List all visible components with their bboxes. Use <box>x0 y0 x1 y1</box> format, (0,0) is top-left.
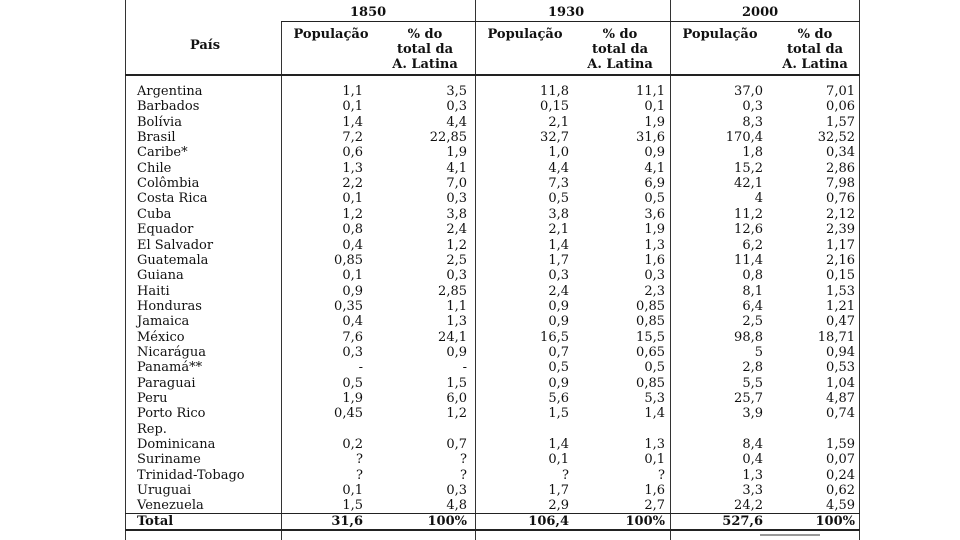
country-name: Colômbia <box>137 176 200 192</box>
table-cell-s2000: 2,39 <box>826 222 855 238</box>
table-cell-s1850: 1,2 <box>446 406 467 422</box>
table-cell-p2000: 11,2 <box>734 206 763 222</box>
country-name: Trinidad-Tobago <box>137 467 245 483</box>
table-cell-s1850: 2,85 <box>438 283 467 299</box>
table-cell-p2000: 25,7 <box>734 391 763 406</box>
table-cell-s1930: 1,6 <box>644 483 665 499</box>
table-cell-p2000: 4 <box>754 191 763 207</box>
table-cell-p1850: 0,1 <box>342 483 363 499</box>
table-cell-p2000: 42,1 <box>734 176 763 192</box>
country-name: Chile <box>137 160 172 176</box>
table-cell-p2000: 24,2 <box>734 498 763 514</box>
table-cell-p1930: 1,4 <box>548 237 569 253</box>
country-name: Cuba <box>137 206 172 222</box>
table-cell-p1930: 0,9 <box>548 314 569 330</box>
table-cell-p1850: 2,2 <box>342 176 363 192</box>
table-cell-p1850: ? <box>356 467 363 483</box>
country-name: Guiana <box>137 268 184 284</box>
table-cell-p2000: 1,8 <box>742 145 763 161</box>
table-cell-s1930: 11,1 <box>636 84 665 99</box>
table-cell-p1850: 0,6 <box>342 145 363 161</box>
table-cell-s2000: 7,98 <box>826 176 855 192</box>
total-label: Total <box>137 514 174 529</box>
country-name: Nicarágua <box>137 344 206 360</box>
table-cell-s1930: 0,3 <box>644 268 665 284</box>
table-cell-p2000: 170,4 <box>725 130 763 146</box>
table-cell-s2000: 0,15 <box>826 268 855 284</box>
table-cell-p2000: 2,8 <box>742 360 763 376</box>
table-cell-s1930: 1,9 <box>644 222 665 238</box>
table-cell-p2000: 12,6 <box>734 222 763 238</box>
country-name: Suriname <box>137 452 201 468</box>
table-cell-s2000: 1,59 <box>826 437 855 453</box>
header-pct-1930 <box>575 27 665 72</box>
table-cell-s1850: 0,9 <box>446 344 467 360</box>
table-cell-p1930: 32,7 <box>540 130 569 146</box>
table-cell-s2000: 4,59 <box>826 498 855 514</box>
pct-line-1: % do <box>602 27 638 42</box>
table-cell-p2000: 15,2 <box>734 160 763 176</box>
table-cell-s1850: 2,4 <box>446 222 467 238</box>
table-cell-s1850: ? <box>460 467 467 483</box>
table-cell-p1850: 0,1 <box>342 191 363 207</box>
table-cell-s2000: 1,04 <box>826 375 855 391</box>
country-name: Paraguai <box>137 375 196 391</box>
table-cell-s2000: 2,16 <box>826 252 855 268</box>
table-cell-p2000: 98,8 <box>734 329 763 345</box>
country-name: Panamá** <box>137 360 203 376</box>
table-cell-p1930: 1,0 <box>548 145 569 161</box>
table-cell-s1930: 6,9 <box>644 176 665 192</box>
total-cell-p1850: 31,6 <box>331 514 363 529</box>
country-name: Venezuela <box>137 498 204 514</box>
table-cell-s2000: 1,57 <box>826 114 855 130</box>
table-cell-s1930: 31,6 <box>636 130 665 146</box>
table-cell-p1930: ? <box>562 467 569 483</box>
country-name: Rep. <box>137 421 167 437</box>
table-cell-s1850: 0,3 <box>446 191 467 207</box>
table-cell-p1850: 0,9 <box>342 283 363 299</box>
table-cell-p1850: 0,4 <box>342 314 363 330</box>
table-cell-s2000: 0,34 <box>826 145 855 161</box>
table-cell-s2000: 0,76 <box>826 191 855 207</box>
table-cell-s1930: 5,3 <box>644 391 665 406</box>
table-cell-p1930: 1,5 <box>548 406 569 422</box>
table-cell-s1850: 3,5 <box>446 84 467 99</box>
table-cell-s1930: 1,6 <box>644 252 665 268</box>
table-cell-s2000: 32,52 <box>817 130 855 146</box>
table-cell-p2000: 5,5 <box>742 375 763 391</box>
table-cell-p2000: 0,4 <box>742 452 763 468</box>
scanned-table-page <box>125 0 860 540</box>
pct-line-2: total da <box>786 42 844 57</box>
table-cell-p1930: 2,9 <box>548 498 569 514</box>
table-cell-p1930: 1,4 <box>548 437 569 453</box>
table-cell-s1850: 24,1 <box>438 329 467 345</box>
table-cell-s1850: ? <box>460 452 467 468</box>
table-cell-p1850: 0,85 <box>334 252 363 268</box>
table-cell-s1930: 0,85 <box>636 375 665 391</box>
country-name: Equador <box>137 222 194 238</box>
pct-line-3: A. Latina <box>392 57 458 72</box>
year-underline <box>281 21 860 22</box>
table-cell-p1850: 7,2 <box>342 130 363 146</box>
pct-line-2: total da <box>591 42 649 57</box>
table-cell-s1930: 0,9 <box>644 145 665 161</box>
table-cell-p2000: 3,9 <box>742 406 763 422</box>
table-cell-p1930: 0,1 <box>548 452 569 468</box>
country-name: Guatemala <box>137 252 209 268</box>
table-cell-s1850: 7,0 <box>446 176 467 192</box>
table-cell-s1930: 0,5 <box>644 360 665 376</box>
table-cell-s1850: 2,5 <box>446 252 467 268</box>
table-cell-p1850: 0,45 <box>334 406 363 422</box>
table-cell-p1930: 11,8 <box>540 84 569 99</box>
country-name: Jamaica <box>137 314 190 330</box>
table-cell-s1930: 0,5 <box>644 191 665 207</box>
table-cell-s1930: 4,1 <box>644 160 665 176</box>
table-cell-p2000: 1,3 <box>742 467 763 483</box>
table-cell-s1850: 1,2 <box>446 237 467 253</box>
table-cell-s2000: 18,71 <box>817 329 855 345</box>
table-cell-s1850: 0,7 <box>446 437 467 453</box>
table-cell-p2000: 8,1 <box>742 283 763 299</box>
table-cell-p1930: 0,9 <box>548 298 569 314</box>
table-cell-s1930: 1,3 <box>644 237 665 253</box>
table-cell-s1850: 1,5 <box>446 375 467 391</box>
table-cell-p1850: 0,5 <box>342 375 363 391</box>
table-cell-s1930: 2,3 <box>644 283 665 299</box>
population-table <box>125 0 860 540</box>
table-cell-p1930: 1,7 <box>548 252 569 268</box>
country-name: Bolívia <box>137 114 182 130</box>
table-cell-s1850: 3,8 <box>446 206 467 222</box>
pct-line-1: % do <box>797 27 833 42</box>
table-cell-s2000: 0,06 <box>826 99 855 115</box>
table-cell-s1930: 0,1 <box>644 99 665 115</box>
table-cell-p1930: 4,4 <box>548 160 569 176</box>
country-name: Barbados <box>137 99 200 115</box>
country-name: Argentina <box>137 84 203 99</box>
table-cell-p2000: 3,3 <box>742 483 763 499</box>
table-cell-p1930: 1,7 <box>548 483 569 499</box>
table-cell-s2000: 1,17 <box>826 237 855 253</box>
border-right <box>859 0 860 540</box>
table-cell-s1930: 1,4 <box>644 406 665 422</box>
table-cell-s1850: - <box>462 360 467 376</box>
table-cell-s2000: 0,94 <box>826 344 855 360</box>
table-cell-p1850: 0,35 <box>334 298 363 314</box>
country-name: Caribe* <box>137 145 188 161</box>
table-cell-s1850: 0,3 <box>446 99 467 115</box>
table-cell-p2000: 0,3 <box>742 99 763 115</box>
header-pop-1850: População <box>293 27 369 42</box>
country-name: Porto Rico <box>137 406 206 422</box>
table-cell-s2000: 0,62 <box>826 483 855 499</box>
scan-artifact <box>760 534 820 536</box>
table-cell-s2000: 0,24 <box>826 467 855 483</box>
table-cell-p1930: 0,5 <box>548 191 569 207</box>
table-cell-s2000: 0,47 <box>826 314 855 330</box>
pct-line-1: % do <box>407 27 443 42</box>
total-cell-s1850: 100% <box>427 514 467 529</box>
year-2000: 2000 <box>742 5 779 20</box>
table-cell-s1930: 1,9 <box>644 114 665 130</box>
table-cell-p1930: 0,15 <box>540 99 569 115</box>
header-pct-1850 <box>380 27 470 72</box>
table-cell-s1850: 0,3 <box>446 268 467 284</box>
table-cell-s1850: 4,1 <box>446 160 467 176</box>
table-cell-s1930: 3,6 <box>644 206 665 222</box>
table-cell-p1930: 0,7 <box>548 344 569 360</box>
country-name: Uruguai <box>137 483 192 499</box>
header-pct-2000 <box>770 27 860 72</box>
year-1930: 1930 <box>548 5 585 20</box>
table-cell-s1850: 1,9 <box>446 145 467 161</box>
table-cell-s1850: 6,0 <box>446 391 467 406</box>
table-cell-p1850: 1,1 <box>342 84 363 99</box>
table-cell-p2000: 0,8 <box>742 268 763 284</box>
table-cell-s2000: 2,12 <box>826 206 855 222</box>
table-cell-s1930: ? <box>658 467 665 483</box>
table-cell-s1850: 22,85 <box>429 130 467 146</box>
country-name: Costa Rica <box>137 191 208 207</box>
country-name: Haiti <box>137 283 170 299</box>
table-cell-p2000: 6,2 <box>742 237 763 253</box>
table-cell-s1850: 1,1 <box>446 298 467 314</box>
table-cell-p2000: 8,4 <box>742 437 763 453</box>
table-cell-p1850: 1,5 <box>342 498 363 514</box>
table-cell-s2000: 2,86 <box>826 160 855 176</box>
table-cell-p2000: 8,3 <box>742 114 763 130</box>
table-cell-s2000: 0,07 <box>826 452 855 468</box>
table-cell-p1930: 2,1 <box>548 222 569 238</box>
table-cell-p1850: - <box>358 360 363 376</box>
table-cell-s2000: 4,87 <box>826 391 855 406</box>
country-name: Dominicana <box>137 437 216 453</box>
table-cell-p1850: 0,2 <box>342 437 363 453</box>
table-cell-p1930: 0,5 <box>548 360 569 376</box>
bottom-rule <box>125 529 860 531</box>
table-cell-p1850: 0,4 <box>342 237 363 253</box>
table-cell-s1930: 2,7 <box>644 498 665 514</box>
table-cell-p2000: 6,4 <box>742 298 763 314</box>
table-cell-s1850: 4,4 <box>446 114 467 130</box>
year-1850: 1850 <box>350 5 387 20</box>
table-cell-s1930: 1,3 <box>644 437 665 453</box>
table-cell-p1930: 7,3 <box>548 176 569 192</box>
table-cell-p1850: 1,4 <box>342 114 363 130</box>
table-cell-s1930: 15,5 <box>636 329 665 345</box>
table-cell-p1930: 2,4 <box>548 283 569 299</box>
table-cell-p1930: 0,3 <box>548 268 569 284</box>
border-left <box>125 0 126 540</box>
total-cell-p2000: 527,6 <box>722 514 763 529</box>
pct-line-3: A. Latina <box>782 57 848 72</box>
total-cell-s1930: 100% <box>625 514 665 529</box>
table-cell-p1850: 0,1 <box>342 99 363 115</box>
pct-line-3: A. Latina <box>587 57 653 72</box>
table-cell-p2000: 2,5 <box>742 314 763 330</box>
table-cell-s1930: 0,1 <box>644 452 665 468</box>
country-name: México <box>137 329 185 345</box>
table-cell-p1930: 5,6 <box>548 391 569 406</box>
table-cell-s1930: 0,65 <box>636 344 665 360</box>
table-cell-s1930: 0,85 <box>636 314 665 330</box>
total-cell-s2000: 100% <box>815 514 855 529</box>
table-cell-p1850: 0,3 <box>342 344 363 360</box>
table-cell-p1850: 0,1 <box>342 268 363 284</box>
header-rule <box>125 74 860 76</box>
header-pop-2000: População <box>682 27 758 42</box>
table-cell-s2000: 1,53 <box>826 283 855 299</box>
table-cell-s2000: 1,21 <box>826 298 855 314</box>
table-cell-p2000: 11,4 <box>734 252 763 268</box>
table-cell-p2000: 37,0 <box>734 84 763 99</box>
table-cell-s2000: 7,01 <box>826 84 855 99</box>
table-cell-p1850: 1,3 <box>342 160 363 176</box>
country-name: Peru <box>137 391 168 406</box>
table-cell-p1850: 0,8 <box>342 222 363 238</box>
table-cell-p1850: 7,6 <box>342 329 363 345</box>
table-cell-s1850: 4,8 <box>446 498 467 514</box>
country-name: Brasil <box>137 130 176 146</box>
table-cell-s1850: 0,3 <box>446 483 467 499</box>
table-cell-p1930: 3,8 <box>548 206 569 222</box>
table-cell-p1850: ? <box>356 452 363 468</box>
pct-line-2: total da <box>396 42 454 57</box>
table-cell-s1930: 0,85 <box>636 298 665 314</box>
table-cell-p1930: 2,1 <box>548 114 569 130</box>
table-cell-p1930: 16,5 <box>540 329 569 345</box>
total-cell-p1930: 106,4 <box>528 514 569 529</box>
country-name: Honduras <box>137 298 202 314</box>
table-cell-p1850: 1,2 <box>342 206 363 222</box>
table-cell-s2000: 0,74 <box>826 406 855 422</box>
table-cell-s1850: 1,3 <box>446 314 467 330</box>
table-cell-s2000: 0,53 <box>826 360 855 376</box>
country-name: El Salvador <box>137 237 214 253</box>
header-country: País <box>189 38 221 53</box>
table-cell-p1850: 1,9 <box>342 391 363 406</box>
table-cell-p1930: 0,9 <box>548 375 569 391</box>
table-cell-p2000: 5 <box>754 344 763 360</box>
header-pop-1930: População <box>487 27 563 42</box>
